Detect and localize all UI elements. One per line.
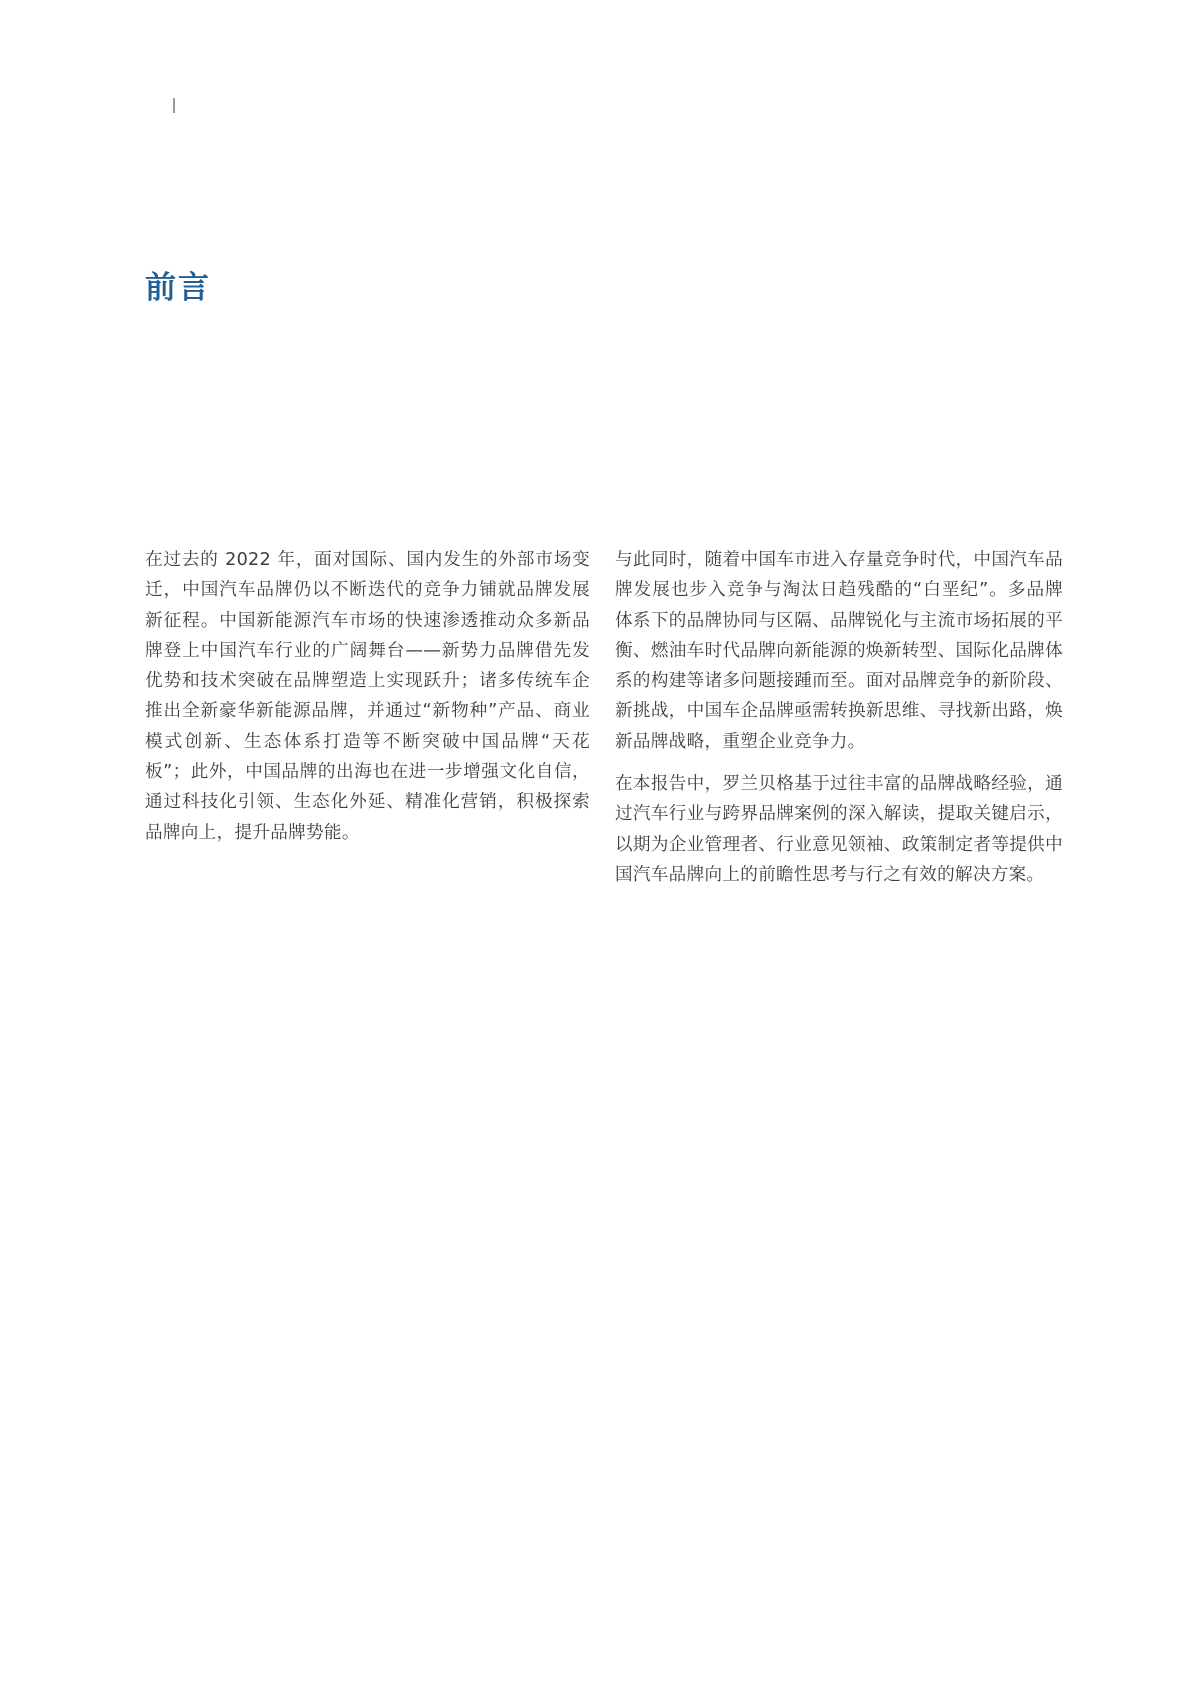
paragraph: 在过去的 2022 年，面对国际、国内发生的外部市场变迁，中国汽车品牌仍以不断迭代的竞争力铺就品牌发展新征程。中国新能源汽车市场的快速渗透推动众多新品牌登上中国汽车行业的广阔舞台——新势力品牌借先发优势和技术突破在品牌塑造上实现跃升；诸多传统车企推出全新豪华新能源品牌，并通过“新物种”产品、商业模式创新、生态体系打造等不断突破中国品牌“天花板”；此外，中国品牌的出海也在进一步增强文化自信，通过科技化引领、生态化外延、精准化营销，积极探索品牌向上，提升品牌势能。 xyxy=(145,550,590,843)
right-column xyxy=(615,545,1063,902)
left-column xyxy=(145,545,590,860)
page-title: 前言 xyxy=(145,270,211,306)
page-marker xyxy=(173,98,175,113)
paragraph: 在本报告中，罗兰贝格基于过往丰富的品牌战略经验，通过汽车行业与跨界品牌案例的深入解读，提取关键启示，以期为企业管理者、行业意见领袖、政策制定者等提供中国汽车品牌向上的前瞻性思考与行之有效的解决方案。 xyxy=(615,774,1063,885)
paragraph: 与此同时，随着中国车市进入存量竞争时代，中国汽车品牌发展也步入竞争与淘汰日趋残酷的“白垩纪”。多品牌体系下的品牌协同与区隔、品牌锐化与主流市场拓展的平衡、燃油车时代品牌向新能源的焕新转型、国际化品牌体系的构建等诸多问题接踵而至。面对品牌竞争的新阶段、新挑战，中国车企品牌亟需转换新思维、寻找新出路，焕新品牌战略，重塑企业竞争力。 xyxy=(615,550,1063,752)
